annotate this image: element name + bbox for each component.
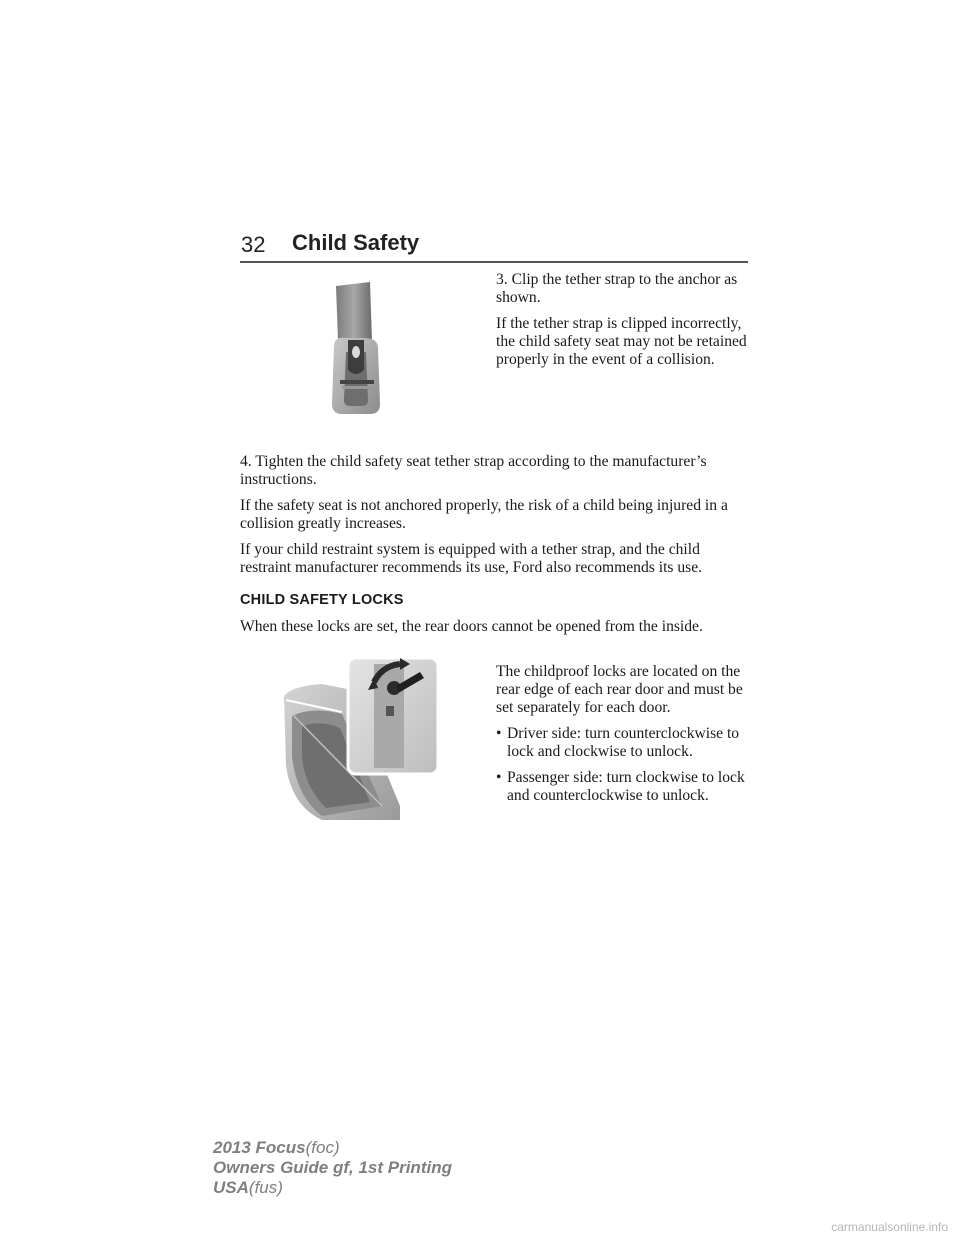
- locks-intro-block: [240, 618, 752, 636]
- list-item-driver-side: • Driver side: turn counterclockwise to lock and clockwise to unlock.: [496, 725, 751, 761]
- body-block: [240, 453, 752, 577]
- header-rule: [240, 261, 748, 263]
- step3-block: [496, 271, 751, 369]
- footer-guide: Owners Guide gf, 1st Printing: [213, 1158, 452, 1177]
- page-number: 32: [241, 232, 266, 257]
- footer-market-code: (fus): [248, 1178, 283, 1197]
- door-lock-illustration: [282, 656, 440, 820]
- step3-warning: If the tether strap is clipped incorrectly, the child safety seat may not be retained properly in the event of a collision.: [496, 315, 747, 368]
- lock-instructions-list: [496, 725, 751, 805]
- tether-recommendation: If your child restraint system is equipped with a tether strap, and the child restraint manufacturer recommends its use, Ford also recommends its use.: [240, 541, 703, 576]
- footer-model-code: (foc): [305, 1138, 340, 1157]
- locks-intro: When these locks are set, the rear doors cannot be opened from the inside.: [240, 618, 703, 635]
- tether-strap-illustration: [330, 282, 384, 416]
- child-safety-locks-heading: CHILD SAFETY LOCKS: [240, 592, 404, 608]
- footer-model: 2013 Focus: [213, 1138, 306, 1157]
- anchor-warning: If the safety seat is not anchored properly, the risk of a child being injured in a collision greatly increases.: [240, 497, 728, 532]
- step4-text: 4. Tighten the child safety seat tether strap according to the manufacturer’s instructions.: [240, 453, 707, 488]
- page-title: Child Safety: [292, 230, 420, 255]
- watermark: carmanualsonline.info: [831, 1220, 948, 1234]
- footer-market: USA: [213, 1178, 249, 1197]
- locks-location: The childproof locks are located on the rear edge of each rear door and must be set separately for each door.: [496, 663, 743, 716]
- locks-detail-block: [496, 663, 751, 805]
- list-item-passenger-side: • Passenger side: turn clockwise to lock and counterclockwise to unlock.: [496, 769, 751, 805]
- document-footer: [213, 1138, 452, 1198]
- step3-text: 3. Clip the tether strap to the anchor as shown.: [496, 271, 738, 306]
